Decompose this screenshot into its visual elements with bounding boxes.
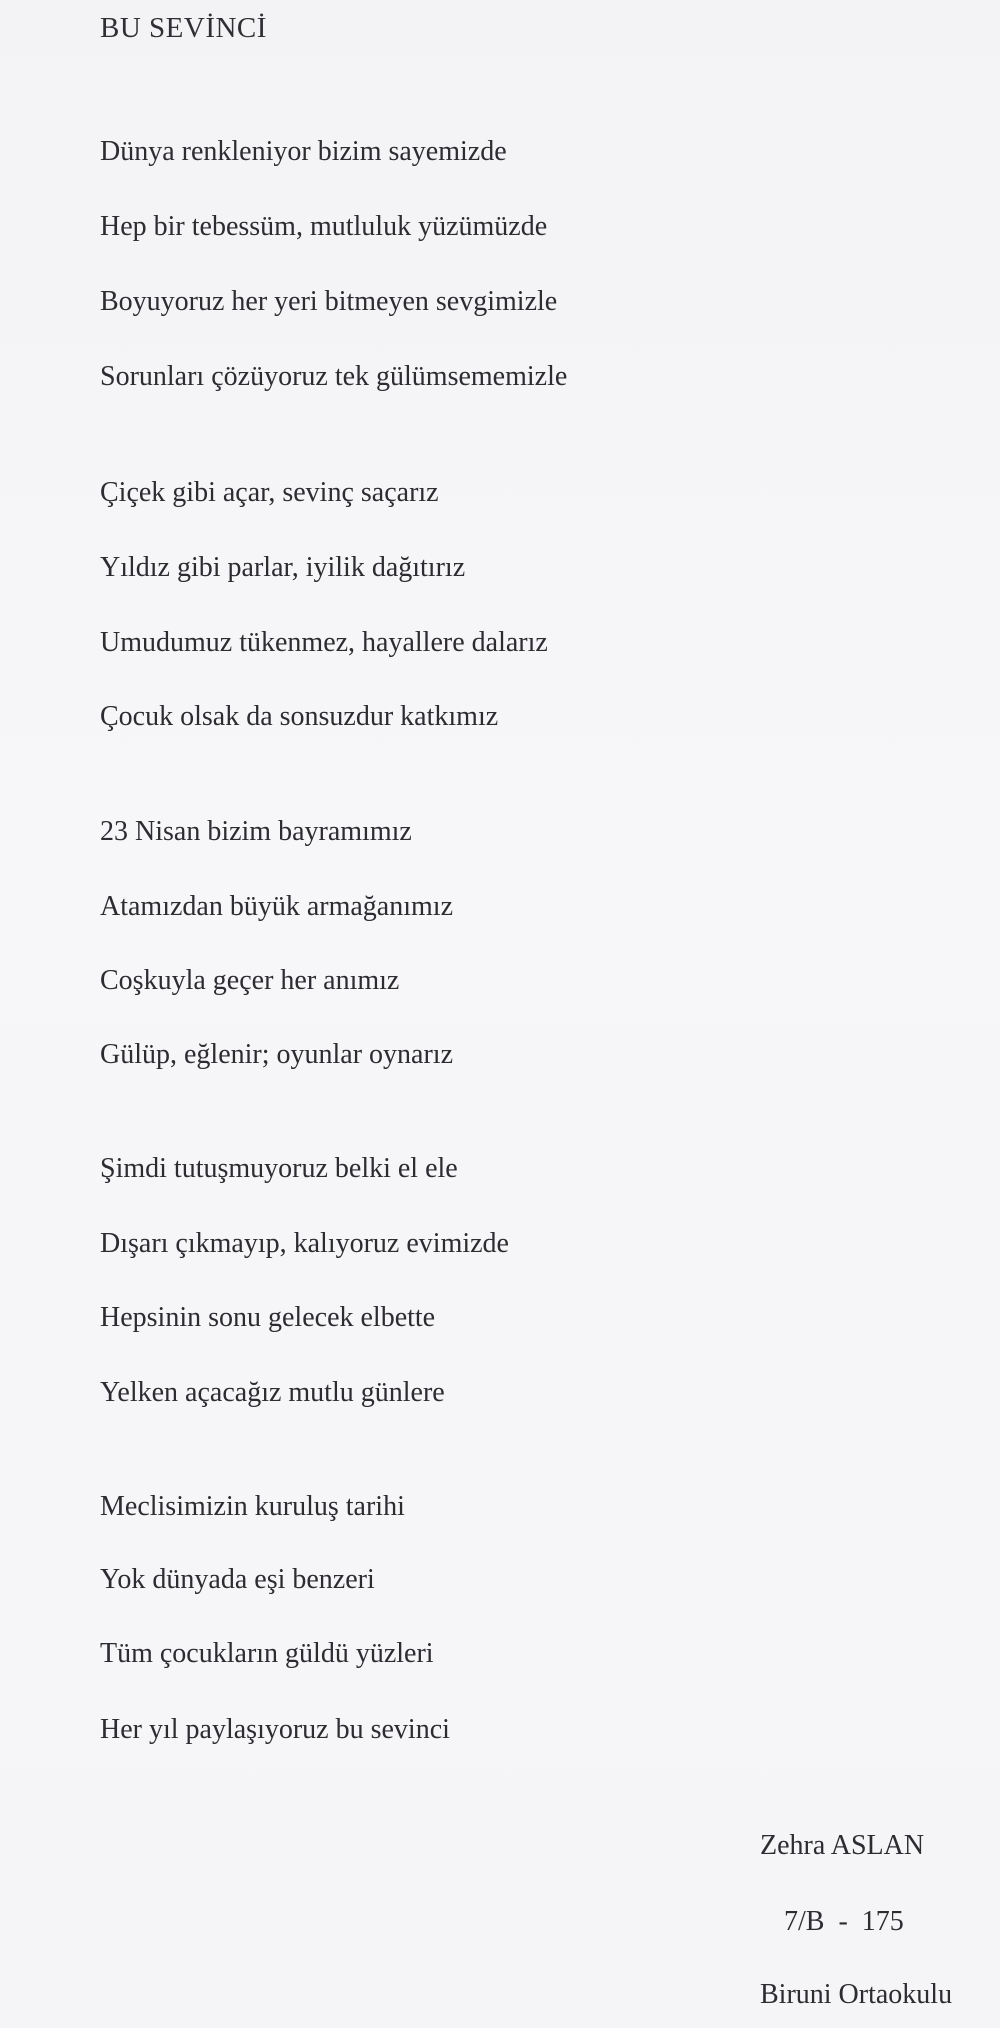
poem-line: Her yıl paylaşıyoruz bu sevinci bbox=[100, 1714, 450, 1745]
poem-line: Hepsinin sonu gelecek elbette bbox=[100, 1302, 436, 1333]
poem-line: Yelken açacağız mutlu günlere bbox=[100, 1377, 445, 1408]
poem-line: 23 Nisan bizim bayramımız bbox=[100, 816, 412, 847]
poem-line: Tüm çocukların güldü yüzleri bbox=[100, 1638, 434, 1669]
author-name: Zehra ASLAN bbox=[760, 1830, 925, 1861]
poem-line: Meclisimizin kuruluş tarihi bbox=[100, 1491, 405, 1522]
school-name: Biruni Ortaokulu bbox=[760, 1979, 953, 2010]
poem-line: Sorunları çözüyoruz tek gülümsememizle bbox=[100, 361, 568, 392]
poem-line: Çiçek gibi açar, sevinç saçarız bbox=[100, 477, 439, 508]
poem-line: Gülüp, eğlenir; oyunlar oynarız bbox=[100, 1039, 454, 1070]
poem-title: BU SEVİNCİ bbox=[100, 12, 267, 44]
poem-line: Hep bir tebessüm, mutluluk yüzümüzde bbox=[100, 211, 548, 242]
poem-line: Çocuk olsak da sonsuzdur katkımız bbox=[100, 701, 499, 732]
poem-line: Boyuyoruz her yeri bitmeyen sevgimizle bbox=[100, 286, 558, 317]
poem-line: Şimdi tutuşmuyoruz belki el ele bbox=[100, 1153, 458, 1184]
poem-line: Dışarı çıkmayıp, kalıyoruz evimizde bbox=[100, 1228, 509, 1259]
poem-line: Atamızdan büyük armağanımız bbox=[100, 891, 453, 922]
poem-line: Yıldız gibi parlar, iyilik dağıtırız bbox=[100, 552, 466, 583]
poem-line: Yok dünyada eşi benzeri bbox=[100, 1564, 375, 1595]
poem-line: Umudumuz tükenmez, hayallere dalarız bbox=[100, 627, 548, 658]
poem-line: Dünya renkleniyor bizim sayemizde bbox=[100, 136, 507, 167]
poem-line: Coşkuyla geçer her anımız bbox=[100, 965, 400, 996]
author-class: 7/B - 175 bbox=[784, 1906, 904, 1937]
